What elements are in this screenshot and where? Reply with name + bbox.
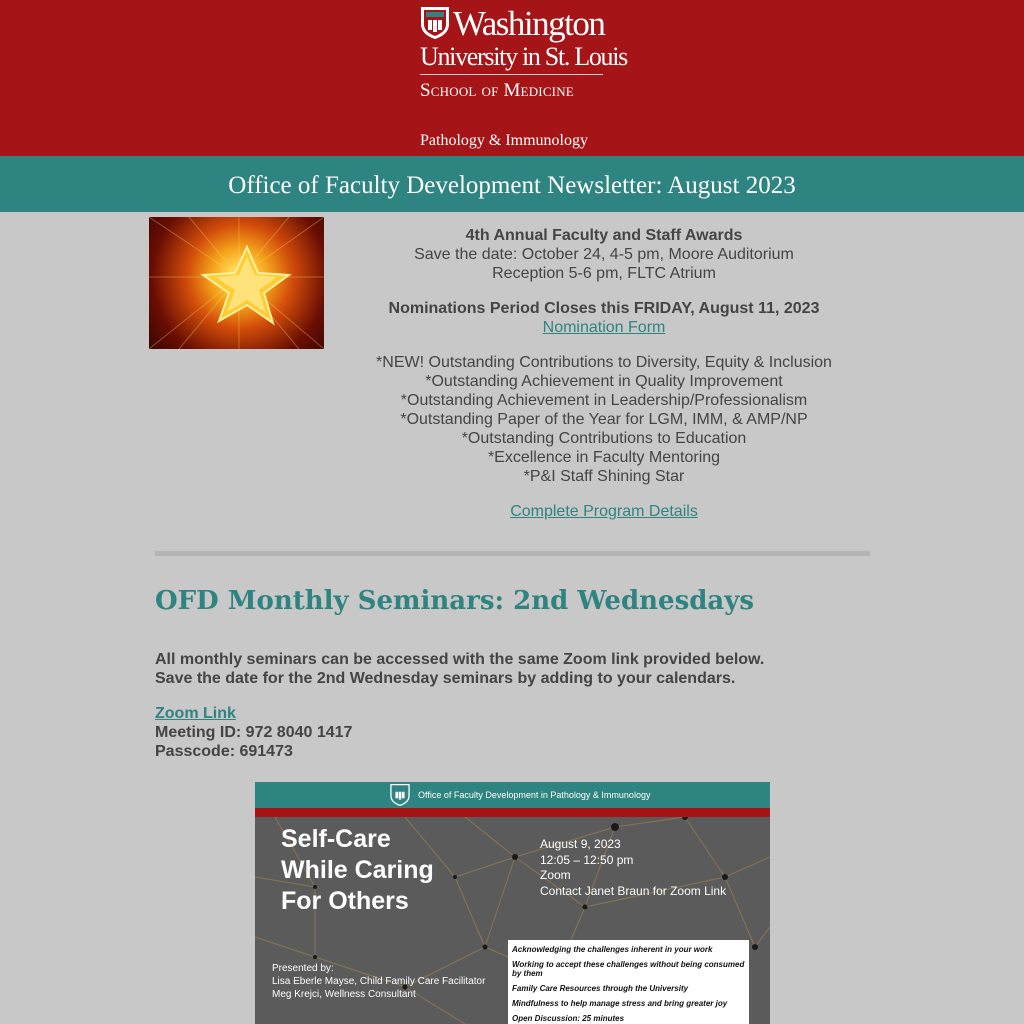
logo-school: School of Medicine (420, 80, 574, 101)
awards-save-date: Save the date: October 24, 4-5 pm, Moore Auditorium (414, 246, 794, 263)
award-categories (370, 353, 838, 486)
flyer-title-line: For Others (281, 887, 409, 915)
flyer-header (255, 782, 770, 808)
award-category: *P&I Staff Shining Star (523, 468, 685, 485)
flyer-title-line: Self-Care (281, 825, 391, 853)
seminars-intro: All monthly seminars can be accessed with the same Zoom link provided below. (155, 651, 765, 668)
zoom-link[interactable]: Zoom Link (155, 705, 236, 722)
star-icon (149, 217, 324, 349)
flyer-presenters (272, 962, 485, 1001)
passcode: Passcode: 691473 (155, 743, 293, 760)
award-category: *Outstanding Achievement in Leadership/Professionalism (400, 392, 808, 409)
flyer-topics-box (508, 940, 749, 1024)
award-category: *Outstanding Contributions to Education (461, 430, 747, 447)
flyer-topic: Acknowledging the challenges inherent in your work (512, 945, 713, 954)
flyer-title (281, 824, 434, 917)
seminars-title: OFD Monthly Seminars: 2nd Wednesdays (155, 586, 755, 616)
award-category: *Outstanding Achievement in Quality Improvement (425, 373, 783, 390)
logo-university: University in St. Louis (420, 42, 627, 71)
seminars-intro: Save the date for the 2nd Wednesday seminars by adding to your calendars. (155, 670, 736, 687)
flyer-topic: Open Discussion: 25 minutes (512, 1014, 625, 1023)
flyer-location: Zoom (540, 868, 571, 882)
flyer-event-info (540, 837, 726, 899)
seminar-flyer[interactable] (255, 782, 770, 1024)
newsletter-banner: Office of Faculty Development Newsletter: August 2023 (0, 156, 1024, 212)
presented-by-label: Presented by: (272, 963, 334, 974)
flyer-topic: Family Care Resources through the University (512, 984, 689, 993)
meeting-id: Meeting ID: 972 8040 1417 (155, 724, 353, 741)
header (0, 0, 1024, 156)
logo-washington: Washington (453, 4, 605, 43)
award-category: *NEW! Outstanding Contributions to Diversity, Equity & Inclusion (376, 354, 832, 371)
presenter: Meg Krejci, Wellness Consultant (272, 989, 416, 1000)
flyer-date: August 9, 2023 (540, 837, 621, 851)
presenter: Lisa Eberle Mayse, Child Family Care Facilitator (272, 976, 486, 987)
flyer-contact: Contact Janet Braun for Zoom Link (540, 883, 727, 898)
logo-department: Pathology & Immunology (420, 132, 588, 149)
awards-title: 4th Annual Faculty and Staff Awards (465, 227, 743, 244)
nominations-deadline: Nominations Period Closes this FRIDAY, August 11, 2023 (388, 300, 820, 317)
awards-section (370, 226, 838, 537)
awards-reception: Reception 5-6 pm, FLTC Atrium (492, 265, 716, 282)
flyer-title-line: While Caring (281, 856, 434, 884)
nomination-form-link[interactable]: Nomination Form (542, 319, 666, 336)
shield-icon (390, 784, 410, 806)
award-category: *Excellence in Faculty Mentoring (487, 449, 721, 466)
flyer-time: 12:05 – 12:50 pm (540, 852, 634, 867)
star-image (149, 217, 324, 349)
flyer-topic: Mindfulness to help manage stress and bring greater joy (512, 999, 728, 1008)
seminars-info (155, 650, 764, 777)
shield-icon (420, 6, 450, 40)
university-logo[interactable] (420, 4, 627, 154)
flyer-header-text: Office of Faculty Development in Pathology & Immunology (418, 790, 651, 800)
flyer-topic: Working to accept these challenges without being consumed by them (512, 960, 745, 978)
logo-divider (420, 74, 603, 75)
flyer-red-band (255, 808, 770, 817)
section-divider (155, 551, 870, 556)
award-category: *Outstanding Paper of the Year for LGM, IMM, & AMP/NP (400, 411, 808, 428)
program-details-link[interactable]: Complete Program Details (510, 503, 698, 520)
